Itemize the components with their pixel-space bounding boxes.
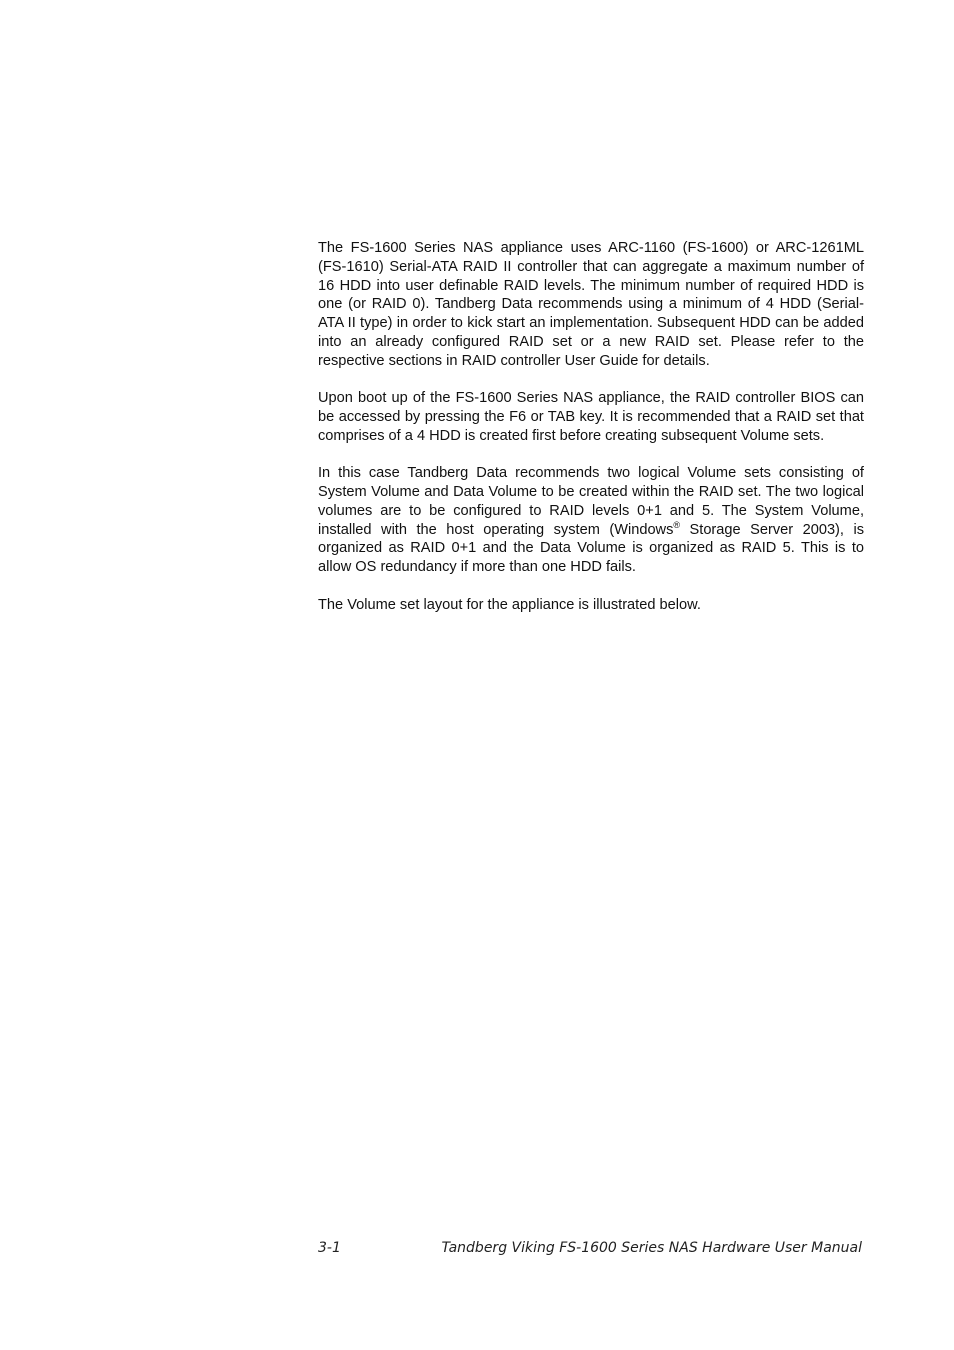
paragraph-volume-sets-part2: Storage Server 2003), is organized as RAID 0+1 and the Data Volume is organized as RAID 5. This is to allow OS redundancy if more than one HDD fails. [318, 521, 864, 576]
paragraph-bios-access: Upon boot up of the FS-1600 Series NAS appliance, the RAID controller BIOS can be accessed by pressing the F6 or TAB key. It is recommended that a RAID set that comprises of a 4 HDD is created first before creating subsequent Volume sets. [318, 390, 864, 444]
paragraph-layout-intro: The Volume set layout for the appliance is illustrated below. [318, 596, 701, 613]
paragraph-volume-sets [318, 464, 864, 577]
registered-mark: ® [673, 519, 681, 530]
manual-title: Tandberg Viking FS-1600 Series NAS Hardware User Manual [441, 1240, 862, 1256]
main-content [318, 239, 864, 633]
paragraph-raid-controller: The FS-1600 Series NAS appliance uses ARC-1160 (FS-1600) or ARC-1261ML (FS-1610) Serial-ATA RAID II controller that can aggregate a maximum number of 16 HDD into user definable RAID levels. The minimum number of required HDD is one (or RAID 0). Tandberg Data recommends using a minimum of 4 HDD (Serial-ATA II type) in order to kick start an implementation. Subsequent HDD can be added into an already configured RAID set or a new RAID set. Please refer to the respective sections in RAID controller User Guide for details. [318, 240, 864, 369]
page-number: 3-1 [318, 1240, 341, 1256]
paragraph-volume-sets-part1: In this case Tandberg Data recommends two logical Volume sets consisting of System Volume and Data Volume to be created within the RAID set. The two logical volumes are to be configured to RAID levels 0+1 and 5. The System Volume, installed with the host operating system (Windows [318, 465, 864, 538]
